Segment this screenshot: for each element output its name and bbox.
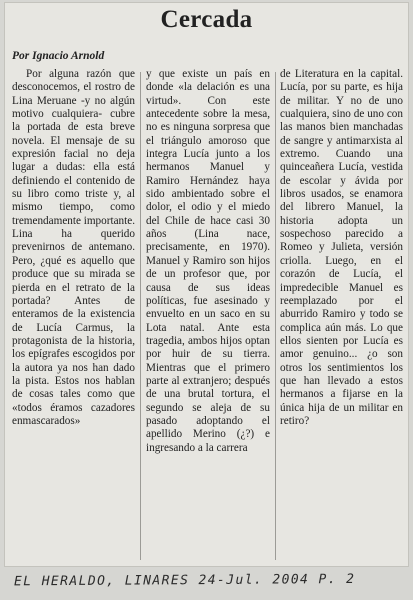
article-byline: Por Ignacio Arnold <box>12 50 105 62</box>
handwritten-source-note: EL HERALDO, LINARES 24-Jul. 2004 P. 2 <box>13 571 356 590</box>
column-1-text: Por alguna razón que desconocemos, el rostro de Lina Meruane -y no algún motivo cualquiera- cubre la portada de esta breve novela. El mensaje de su expresión facial no deja lugar a dudas: ella está definiendo el contenido de su libro como triste y, al mismo tiempo, como tremendamente importante. Lina ha querido prevenirnos de antemano. Pero, ¿qué es aquello que produce que su mirada se pierda en el retrato de la portada? Antes de enteramos de la existencia de Lucía Carmus, la protagonista de la historia, los epígrafes escogidos por la autora ya nos han dado la pista. Estos nos hablan de cosas tales como que «todos éramos cazadores enmascarados» <box>12 68 136 427</box>
article-column-1 <box>12 68 135 428</box>
column-divider <box>140 72 141 560</box>
column-divider <box>275 72 276 560</box>
article-column-3 <box>280 68 403 428</box>
column-3-text: de Literatura en la capital. Lucía, por su parte, es hija de militar. Y no de uno cualquiera, sino de uno con las manos bien manchadas de sangre y antimarxista al extremo. Cuando una quinceañera Lucía, vestida de escolar y ávida por libros usados, se enamora del librero Manuel, la historia adopta un sospechoso parecido a Romeo y Julieta, versión criolla. Luego, en el corazón de Lucía, el impredecible Manuel es reemplazado por el aburrido Ramiro y todo se complica aún más. Lo que ellos sienten por Lucía es amor genuino... ¿o son otros los sentimientos los que han llevado a estos hermanos a fijarse en la única hija de un militar en retiro? <box>280 68 403 427</box>
article-title: Cercada <box>160 6 253 33</box>
article-column-2 <box>146 68 270 455</box>
column-2-text: y que existe un país en donde «la delación es una virtud». Con este antecedente sobre la mesa, no es ninguna sorpresa que el triángulo amoroso que integra Lucía junto a los hermanos Manuel y Ramiro Hernández haya sido ambientado sobre el dolor, el odio y el miedo del Chile de hace casi 30 años (Lina nace, precisamente, en 1970). Manuel y Ramiro son hijos de un profesor que, por causa de sus ideas políticas, fue asesinado y envuelto en un saco en su Lota natal. Ante esta tragedia, ambos hijos optan por huir de su tierra. Mientras que el primero parte al extranjero; después de una brutal tortura, el segundo se aleja de su pasado adoptando el apellido Merino (¿?) e ingresando a la carrera <box>146 68 270 454</box>
